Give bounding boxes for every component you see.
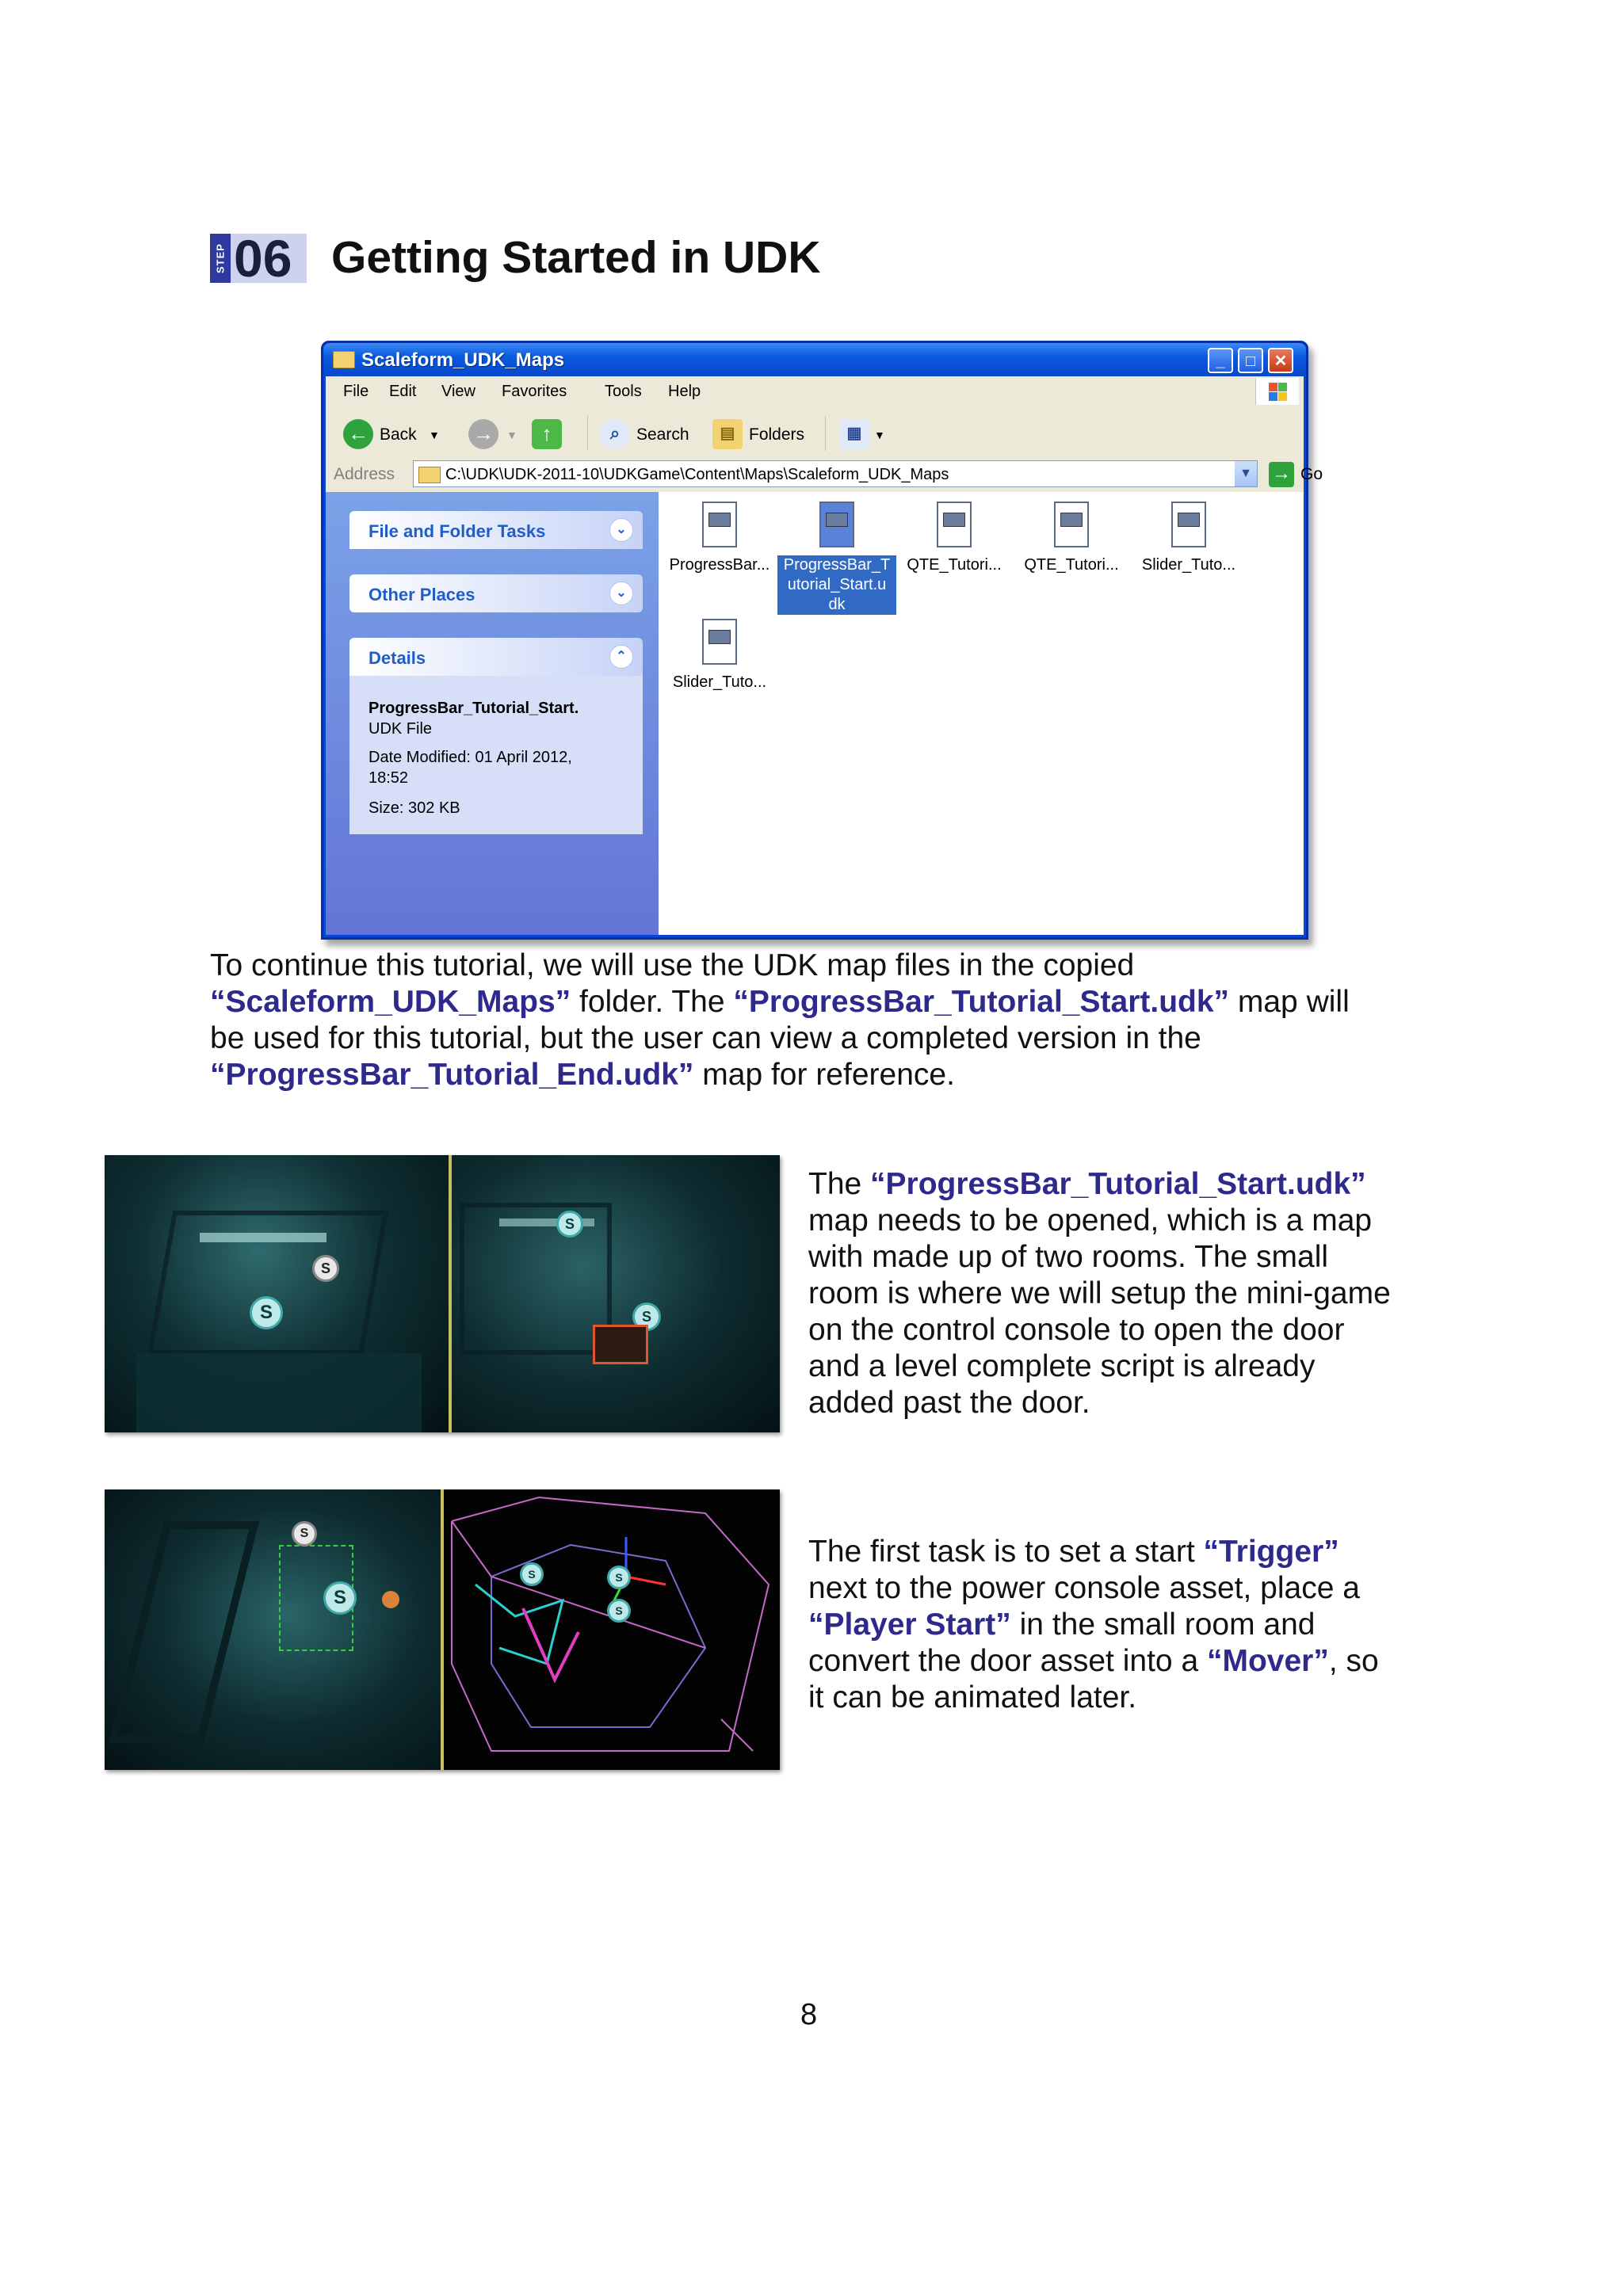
title-bar xyxy=(323,343,1306,376)
detail-name: ProgressBar_Tutorial_Start. xyxy=(369,700,579,717)
address-path: C:\UDK\UDK-2011-10\UDKGame\Content\Maps\Scaleform_UDK_Maps xyxy=(445,466,949,483)
file-name-line: ProgressBar_T xyxy=(783,556,891,574)
panel-title: Details xyxy=(369,648,426,668)
menu-tools[interactable]: Tools xyxy=(605,383,642,400)
intro-paragraph xyxy=(210,948,1446,1093)
file-name: QTE_Tutori... xyxy=(1024,556,1119,574)
udk-file-icon xyxy=(1054,502,1089,547)
player-start-highlight: “Player Start” xyxy=(808,1608,1011,1642)
mover-highlight: “Mover” xyxy=(1206,1644,1329,1678)
menu-favorites[interactable]: Favorites xyxy=(502,383,567,400)
trigger-icon: S xyxy=(607,1566,631,1589)
folder-icon xyxy=(418,467,441,483)
text-line: with made up of two rooms. The small xyxy=(808,1240,1329,1274)
menu-help[interactable]: Help xyxy=(668,383,701,400)
search-icon[interactable]: ⌕ xyxy=(600,419,630,449)
menu-view[interactable]: View xyxy=(441,383,475,400)
text-line: and a level complete script is already xyxy=(808,1349,1316,1383)
text-line: next to the power console asset, place a xyxy=(808,1571,1360,1605)
folders-icon[interactable]: ▤ xyxy=(712,419,743,449)
viewport-wireframe xyxy=(444,1489,780,1770)
close-button[interactable]: ✕ xyxy=(1268,348,1293,373)
viewport-right xyxy=(452,1155,780,1432)
views-dropdown-icon[interactable]: ▼ xyxy=(874,429,885,441)
minimize-button[interactable]: _ xyxy=(1208,348,1233,373)
menu-bar xyxy=(326,376,1304,409)
file-item[interactable] xyxy=(660,495,779,575)
viewport-left xyxy=(105,1155,449,1432)
udk-file-icon xyxy=(937,502,972,547)
panel-title: Other Places xyxy=(369,585,475,605)
explorer-window xyxy=(321,341,1323,940)
text: in the small room and xyxy=(1010,1608,1316,1642)
trigger-icon: S xyxy=(292,1521,317,1547)
details-panel[interactable] xyxy=(349,638,643,676)
go-button[interactable]: Go xyxy=(1300,465,1323,483)
udk-viewport-screenshot xyxy=(105,1155,780,1432)
text-line: room is where we will setup the mini-game xyxy=(808,1276,1391,1310)
back-arrow-icon[interactable]: ← xyxy=(343,419,373,449)
text-line: added past the door. xyxy=(808,1386,1090,1420)
page-title: Getting Started in UDK xyxy=(331,232,821,283)
intro-line: be used for this tutorial, but the user can view a completed version in the xyxy=(210,1021,1201,1055)
map-description xyxy=(808,1166,1522,1421)
udk-viewport-screenshot xyxy=(105,1489,780,1770)
detail-modified-time: 18:52 xyxy=(369,769,409,787)
file-name: Slider_Tuto... xyxy=(672,673,767,691)
player-start-icon: S xyxy=(556,1211,583,1238)
file-name: Slider_Tuto... xyxy=(1141,556,1236,574)
text-line xyxy=(808,1166,1522,1203)
detail-size: Size: 302 KB xyxy=(369,799,460,817)
udk-file-icon xyxy=(702,619,737,665)
text: map will xyxy=(1229,985,1350,1019)
viewport-left xyxy=(105,1489,441,1770)
text-line xyxy=(808,1607,1522,1643)
file-item[interactable] xyxy=(1129,495,1248,575)
address-label: Address xyxy=(334,465,395,483)
panel-title: File and Folder Tasks xyxy=(369,521,546,541)
map-name-highlight: “ProgressBar_Tutorial_Start.udk” xyxy=(870,1167,1366,1201)
first-task-description xyxy=(808,1534,1522,1716)
player-start-icon: S xyxy=(250,1296,283,1329)
maximize-button[interactable]: □ xyxy=(1238,348,1263,373)
udk-file-icon xyxy=(702,502,737,547)
text-line xyxy=(808,1534,1522,1570)
map-name-highlight: “ProgressBar_Tutorial_End.udk” xyxy=(210,1058,694,1092)
task-pane xyxy=(326,492,659,935)
file-name-line: utorial_Start.u xyxy=(787,576,887,593)
forward-dropdown-icon[interactable]: ▼ xyxy=(506,429,517,441)
text: convert the door asset into a xyxy=(808,1644,1207,1678)
chevron-down-icon[interactable]: ⌄ xyxy=(609,518,633,542)
toolbar-separator xyxy=(587,416,588,451)
file-list xyxy=(659,492,1304,935)
udk-file-icon xyxy=(1171,502,1206,547)
player-start-icon: S xyxy=(520,1562,544,1586)
text-line: it can be animated later. xyxy=(808,1680,1137,1714)
details-body xyxy=(349,676,643,834)
page-number: 8 xyxy=(800,1998,818,2031)
windows-logo-icon xyxy=(1255,378,1299,405)
detail-modified: Date Modified: 01 April 2012, xyxy=(369,749,572,766)
text: The xyxy=(808,1167,871,1201)
actor-marker xyxy=(382,1591,399,1608)
address-input[interactable] xyxy=(413,460,1258,487)
intro-line xyxy=(210,1057,1446,1093)
forward-arrow-icon[interactable]: → xyxy=(468,419,498,449)
go-arrow-icon[interactable]: → xyxy=(1269,462,1294,487)
map-name-highlight: “ProgressBar_Tutorial_Start.udk” xyxy=(733,985,1230,1019)
file-item[interactable] xyxy=(895,495,1014,575)
window-title: Scaleform_UDK_Maps xyxy=(361,349,565,371)
file-name: ProgressBar... xyxy=(669,556,770,574)
step-tag: STEP xyxy=(210,234,231,283)
intro-line xyxy=(210,984,1446,1020)
udk-file-icon xyxy=(819,502,854,547)
other-places-panel[interactable] xyxy=(349,574,643,612)
toolbar xyxy=(326,408,1304,458)
player-start-icon: S xyxy=(323,1581,357,1615)
folder-name-highlight: “Scaleform_UDK_Maps” xyxy=(210,985,571,1019)
text-line: on the control console to open the door xyxy=(808,1313,1345,1347)
detail-type: UDK File xyxy=(369,720,433,738)
text: map for reference. xyxy=(693,1058,955,1092)
search-button[interactable]: Search xyxy=(636,425,689,444)
file-name-line: dk xyxy=(828,596,846,613)
chevron-down-icon[interactable]: ⌄ xyxy=(609,582,633,605)
file-name xyxy=(777,555,896,615)
menu-file[interactable]: File xyxy=(343,383,369,400)
file-item[interactable] xyxy=(660,612,779,692)
text: The first task is to set a start xyxy=(808,1535,1204,1569)
text-line xyxy=(808,1643,1522,1680)
back-dropdown-icon[interactable]: ▼ xyxy=(429,429,440,441)
folder-icon xyxy=(333,351,355,368)
text: , so xyxy=(1328,1644,1379,1678)
console-selection-box xyxy=(593,1325,648,1364)
intro-line: To continue this tutorial, we will use the UDK map files in the copied xyxy=(210,948,1135,982)
step-number: 06 xyxy=(234,229,292,288)
back-button[interactable]: Back xyxy=(380,425,417,444)
wireframe-lines xyxy=(444,1489,780,1770)
toolbar-separator xyxy=(825,416,826,451)
up-folder-icon[interactable]: ↑ xyxy=(532,419,562,449)
chevron-up-icon[interactable]: ⌃ xyxy=(609,645,633,669)
text: folder. The xyxy=(571,985,734,1019)
step-badge xyxy=(210,229,307,288)
chevron-down-icon[interactable]: ▼ xyxy=(1235,461,1257,486)
sound-icon: S xyxy=(607,1599,631,1623)
address-bar xyxy=(326,457,1323,493)
file-folder-tasks-panel[interactable] xyxy=(349,511,643,549)
menu-edit[interactable]: Edit xyxy=(389,383,417,400)
file-name: QTE_Tutori... xyxy=(907,556,1002,574)
file-item[interactable] xyxy=(1012,495,1131,575)
views-icon[interactable]: ▦ xyxy=(839,419,869,449)
trigger-icon: S xyxy=(632,1302,661,1331)
file-item-selected[interactable] xyxy=(777,495,896,615)
trigger-highlight: “Trigger” xyxy=(1203,1535,1339,1569)
folders-button[interactable]: Folders xyxy=(749,425,805,444)
sound-icon: S xyxy=(312,1255,339,1282)
text-line: map needs to be opened, which is a map xyxy=(808,1203,1373,1238)
